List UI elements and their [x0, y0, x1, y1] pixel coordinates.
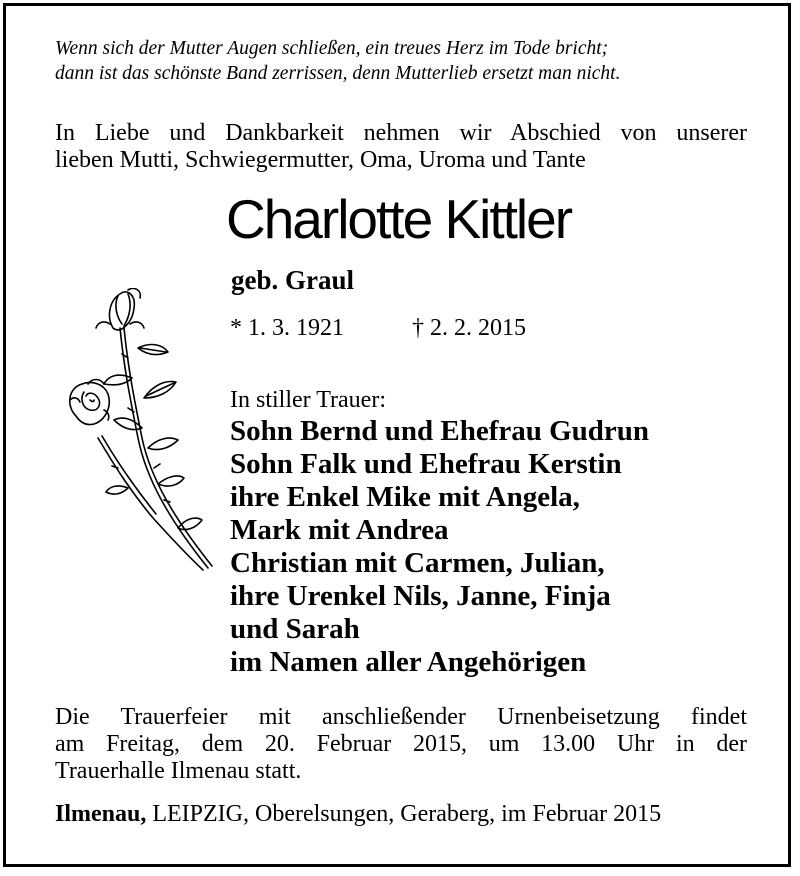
deceased-name: Charlotte Kittler: [226, 188, 572, 250]
birth-date: * 1. 3. 1921: [230, 315, 344, 341]
rose-icon: [58, 288, 218, 578]
mourner-line: Sohn Bernd und Ehefrau Gudrun: [230, 415, 650, 447]
ceremony-line-1: Die Trauerfeier mit anschließender Urnenbeisetzung findet: [55, 704, 747, 730]
born-name: geb. Graul: [231, 265, 355, 295]
mourner-line: und Sarah: [230, 613, 360, 645]
poem-line-1: Wenn sich der Mutter Augen schließen, ein treues Herz im Tode bricht;: [55, 38, 609, 59]
mourners-label: In stiller Trauer:: [230, 387, 386, 413]
mourner-line: Sohn Falk und Ehefrau Kerstin: [230, 448, 622, 480]
ceremony-line-2: am Freitag, dem 20. Februar 2015, um 13.00 Uhr in der: [55, 731, 747, 757]
mourner-line: im Namen aller Angehörigen: [230, 646, 587, 678]
poem-line-2: dann ist das schönste Band zerrissen, denn Mutterlieb ersetzt man nicht.: [55, 63, 621, 84]
ceremony-line-3: Trauerhalle Ilmenau statt.: [55, 758, 302, 784]
place-date-line: [55, 799, 661, 829]
mourner-line: Christian mit Carmen, Julian,: [230, 547, 605, 579]
mourner-line: ihre Enkel Mike mit Angela,: [230, 481, 580, 513]
death-date: † 2. 2. 2015: [412, 315, 526, 341]
place-rest: LEIPZIG, Oberelsungen, Geraberg, im Februar 2015: [146, 801, 662, 827]
intro-line-2: lieben Mutti, Schwiegermutter, Oma, Uroma und Tante: [55, 147, 586, 173]
intro-line-1: In Liebe und Dankbarkeit nehmen wir Abschied von unserer: [55, 120, 747, 146]
mourner-line: Mark mit Andrea: [230, 514, 449, 546]
place-bold: Ilmenau,: [55, 801, 147, 827]
mourner-line: ihre Urenkel Nils, Janne, Finja: [230, 580, 611, 612]
